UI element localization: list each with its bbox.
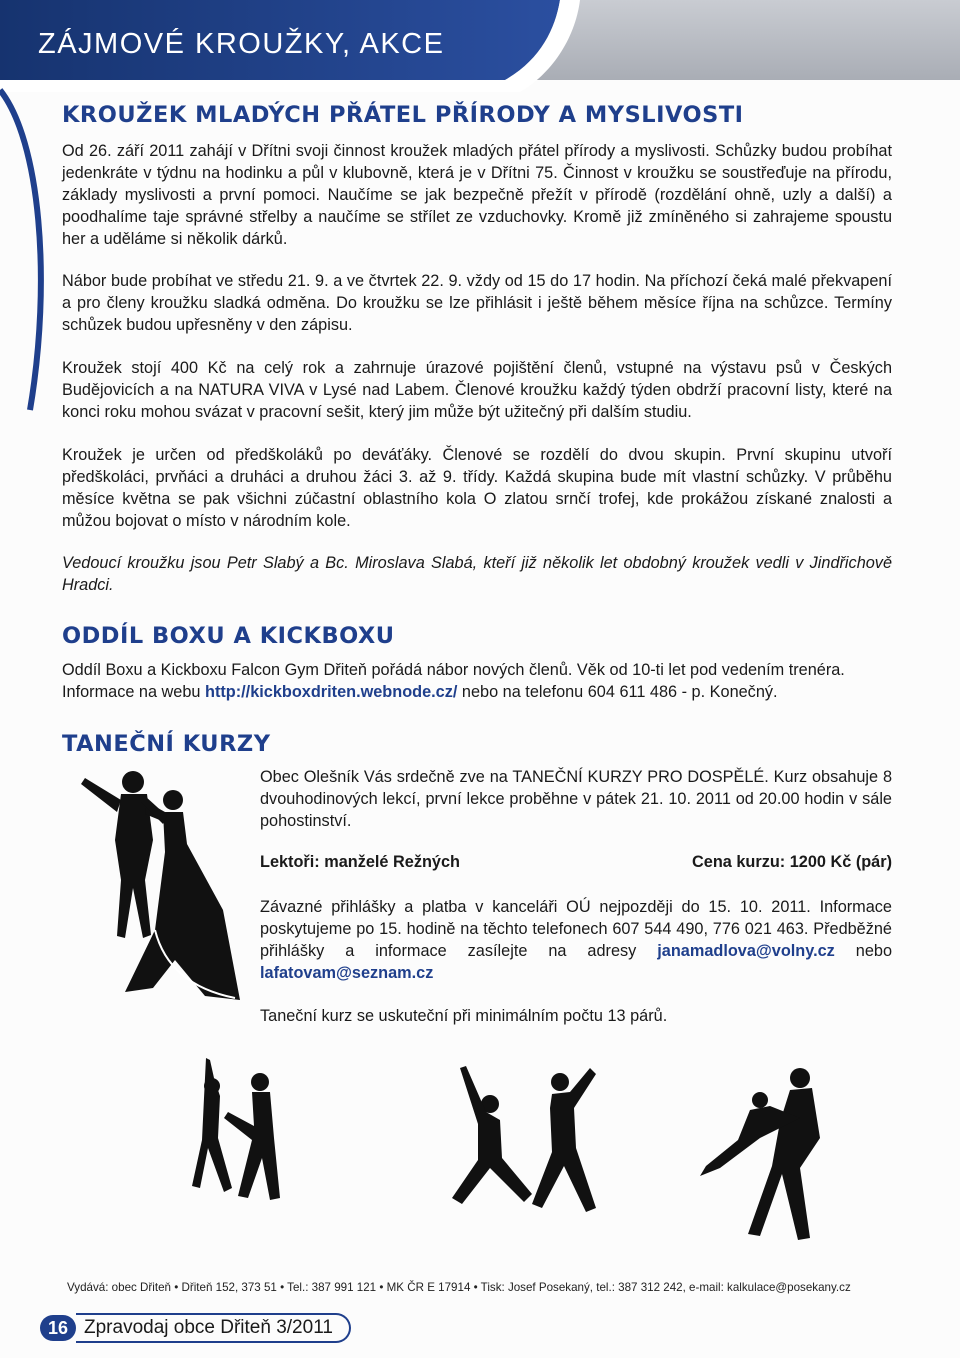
tanec-paragraph-1: Obec Olešník Vás srdečně zve na TANEČNÍ KURZY PRO DOSPĚLÉ. Kurz obsahuje 8 dvouhodinových lekcí, první lekce proběhne v pátek 21. 10. 2011 od 20.00 hodin v sále pohostinství. [260,768,892,830]
section-title-box: ODDÍL BOXU A KICKBOXU [62,623,395,649]
myslivost-paragraph-1: Od 26. září 2011 zahájí v Dřítni svoji činnost kroužek mladých přátel přírody a myslivosti. Schůzky budou probíhat jedenkráte v týdnu na hodinku a půl v klubovně, která je v Dřítni 75. Činnost v kroužku se soustřeďuje na přírodu, základy myslivosti a první pomoci. Naučíme se jak bezpečně přežít v přírodě (rozdělání ohně, uzly a další) a poodhalíme taje správné střelby a naučíme se střílet ze vzduchovky. Kromě již zmíněného si zahrajeme spoustu her a uděláme si několik dárků. [62,142,892,248]
section-title-tanec: TANEČNÍ KURZY [62,731,271,757]
tanec-email-2[interactable]: lafatovam@seznam.cz [260,964,434,982]
box-paragraph [62,659,902,703]
myslivost-paragraph-2: Nábor bude probíhat ve středu 21. 9. a ve čtvrtek 22. 9. vždy od 15 do 17 hodin. Na příchozí čeká malé překvapení a pro členy kroužku sladká odměna. Do kroužku se lze přihlásit i ještě během měsíce října na schůzce. Termíny schůzek budou upřesněny v den zápisu. [62,272,892,334]
decorative-arc [0,80,60,480]
tanec-price: Cena kurzu: 1200 Kč (pár) [692,853,892,871]
tanec-paragraph-3: Taneční kurz se uskuteční při minimálním počtu 13 párů. [260,1007,668,1025]
tanec-paragraph-2 [260,896,892,984]
box-text-b: nebo na telefonu 604 611 486 - p. Konečný. [457,683,778,701]
tanec-info-row [260,853,892,875]
box-web-link[interactable]: http://kickboxdriten.webnode.cz/ [205,683,458,701]
myslivost-paragraph-3: Kroužek stojí 400 Kč na celý rok a zahrnuje úrazové pojištění členů, vstupné na výstavu psů v Českých Budějovicích a na NATURA VIVA v Lysé nad Labem. Členové kroužku každý týden obdrží pracovní listy, které na konci roku mohou svázat v pracovní sešit, který jim může být užitečný při dalším studiu. [62,359,892,421]
dancers-silhouettes-illustration [160,1048,900,1248]
page-header [0,0,960,92]
magazine-title: Zpravodaj obce Dřiteň 3/2011 [76,1313,351,1343]
header-title: ZÁJMOVÉ KROUŽKY, AKCE [38,28,445,60]
page-number: 16 [40,1315,76,1341]
tanec-p2-mid: nebo [834,942,892,960]
ballroom-dancers-illustration [55,760,245,1020]
tanec-email-1[interactable]: janamadlova@volny.cz [657,942,835,960]
section-title-myslivost: KROUŽEK MLADÝCH PŘÁTEL PŘÍRODY A MYSLIVOSTI [62,102,744,128]
box-text-a: Oddíl Boxu a Kickboxu Falcon Gym Dřiteň pořádá nábor nových členů. Věk od 10-ti let pod vedením trenéra. Informace na webu [62,661,845,701]
myslivost-leaders: Vedoucí kroužku jsou Petr Slabý a Bc. Miroslava Slabá, kteří již několik let obdobný kroužek vedli v Jindřichově Hradci. [62,554,892,594]
footer-publisher-info: Vydává: obec Dřiteň • Dřiteň 152, 373 51 • Tel.: 387 991 121 • MK ČR E 17914 • Tisk: Josef Posekaný, tel.: 387 312 242, e-mail: kalkulace@posekany.cz [67,1281,851,1294]
tanec-lectors: Lektoři: manželé Režných [260,853,460,871]
myslivost-paragraph-4: Kroužek je určen od předškoláků po deváťáky. Členové se rozdělí do dvou skupin. První skupinu utvoří předškoláci, prvňáci a druháci a druhou žáci 3. až 9. třídy. Každá skupina bude mít vlastní schůzky. V průběhu měsíce května se pak všichni zúčastní oblastního kola O zlatou srnčí trofej, kde prokážou získané znalosti a můžou bojovat o místo v národním kole. [62,446,892,530]
tanec-p2-text: Závazné přihlášky a platba v kanceláři OÚ nejpozději do 15. 10. 2011. Informace poskytujeme po 15. hodině na těchto telefonech 607 544 490, 776 021 463. Předběžné přihlášky a informace zasílejte na adresy [260,898,892,960]
